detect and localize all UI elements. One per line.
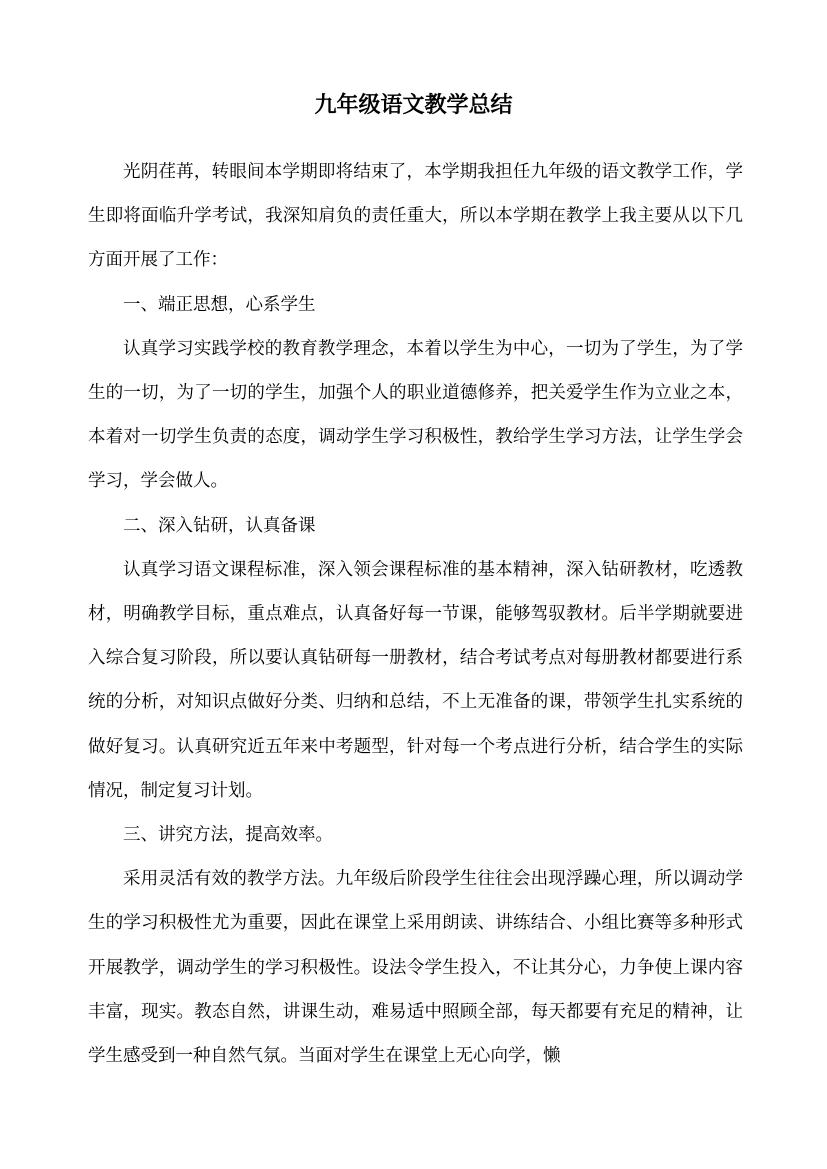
section-heading-3: 三、讲究方法，提高效率。 [123, 825, 333, 846]
section-heading-2: 二、深入钻研，认真备课 [123, 515, 316, 536]
section-heading-1: 一、端正思想，心系学生 [123, 294, 316, 315]
section-paragraph-1: 认真学习实践学校的教育教学理念，本着以学生为中心，一切为了学生，为了学生的一切，为了一切的学生，加强个人的职业道德修养，把关爱学生作为立业之本，本着对一切学生负责的态度，调动学生学习积极性，教给学生学习方法，让学生学会学习，学会做人。 [88, 338, 743, 492]
section-paragraph-2: 认真学习语文课程标准，深入领会课程标准的基本精神，深入钻研教材，吃透教材，明确教学目标，重点难点，认真备好每一节课，能够驾驭教材。后半学期就要进入综合复习阶段，所以要认真钻研每一册教材，结合考试考点对每册教材都要进行系统的分析，对知识点做好分类、归纳和总结，不上无准备的课，带领学生扎实系统的做好复习。认真研究近五年来中考题型，针对每一个考点进行分析，结合学生的实际情况，制定复习计划。 [88, 559, 743, 801]
document-body [88, 150, 743, 1078]
document-title: 九年级语文教学总结 [314, 92, 513, 118]
section-paragraph-3: 采用灵活有效的教学方法。九年级后阶段学生往往会出现浮躁心理，所以调动学生的学习积极性尤为重要，因此在课堂上采用朗读、讲练结合、小组比赛等多种形式开展教学，调动学生的学习积极性。设法令学生投入，不让其分心，力争使上课内容丰富，现实。教态自然，讲课生动，难易适中照顾全部，每天都要有充足的精神，让学生感受到一种自然气氛。当面对学生在课堂上无心向学，懒 [88, 869, 743, 1067]
intro-paragraph: 光阴荏苒，转眼间本学期即将结束了，本学期我担任九年级的语文教学工作，学生即将面临升学考试，我深知肩负的责任重大，所以本学期在教学上我主要从以下几方面开展了工作： [88, 162, 743, 271]
